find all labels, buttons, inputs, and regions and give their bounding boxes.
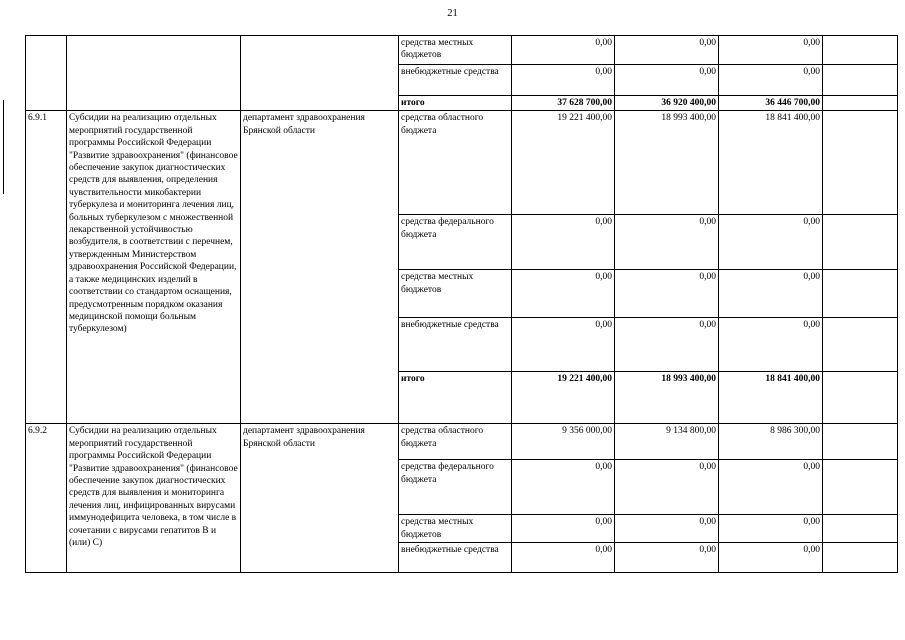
margin-rule — [3, 100, 4, 194]
cell-total: 18 993 400,00 — [615, 372, 719, 424]
cell-value: 0,00 — [512, 515, 615, 543]
cell-source: внебюджетные средства — [399, 543, 512, 573]
cell-empty — [823, 515, 898, 543]
cell-source: средства областного бюджета — [399, 111, 512, 215]
cell-empty — [823, 111, 898, 215]
cell-empty — [823, 36, 898, 65]
budget-table — [25, 35, 898, 573]
page-number: 21 — [447, 8, 458, 19]
cell-value: 0,00 — [615, 215, 719, 270]
cell-value: 18 841 400,00 — [719, 111, 823, 215]
cell-value: 0,00 — [512, 270, 615, 318]
cell-empty — [823, 372, 898, 424]
cell-executor — [241, 36, 399, 111]
cell-value: 19 221 400,00 — [512, 111, 615, 215]
cell-value: 0,00 — [719, 543, 823, 573]
cell-total-label: итого — [399, 96, 512, 111]
cell-source: средства федерального бюджета — [399, 460, 512, 515]
cell-value: 0,00 — [512, 543, 615, 573]
cell-source: средства местных бюджетов — [399, 270, 512, 318]
cell-source: средства местных бюджетов — [399, 515, 512, 543]
cell-value: 0,00 — [719, 65, 823, 96]
cell-total: 36 446 700,00 — [719, 96, 823, 111]
item-code: 6.9.2 — [26, 424, 67, 573]
cell-value: 0,00 — [719, 318, 823, 372]
cell-value: 0,00 — [615, 543, 719, 573]
cell-value: 0,00 — [719, 460, 823, 515]
cell-value: 0,00 — [512, 460, 615, 515]
cell-value: 0,00 — [615, 460, 719, 515]
cell-value: 0,00 — [719, 515, 823, 543]
cell-value: 0,00 — [615, 65, 719, 96]
cell-total: 37 628 700,00 — [512, 96, 615, 111]
cell-total: 36 920 400,00 — [615, 96, 719, 111]
cell-empty — [823, 543, 898, 573]
table-row — [26, 111, 898, 215]
item-executor: департамент здравоохранения Брянской области — [241, 111, 399, 424]
table-row — [26, 36, 898, 65]
cell-total: 18 841 400,00 — [719, 372, 823, 424]
cell-value: 0,00 — [615, 515, 719, 543]
cell-value: 0,00 — [719, 270, 823, 318]
cell-description — [67, 36, 241, 111]
cell-empty — [823, 424, 898, 460]
item-description: Субсидии на реализацию отдельных мероприятий государственной программы Российской Федерации "Развитие здравоохранения" (финансовое обеспечение закупок диагностических средств для выявления и мониторинга лечения лиц, инфицированных вирусами иммунодефицита человека, в том числе в сочетании с вирусами гепатитов В и (или) С) — [67, 424, 241, 573]
cell-total-label: итого — [399, 372, 512, 424]
cell-value: 0,00 — [719, 36, 823, 65]
cell-empty — [823, 318, 898, 372]
cell-value: 0,00 — [512, 215, 615, 270]
cell-value: 0,00 — [615, 36, 719, 65]
cell-empty — [823, 460, 898, 515]
cell-source: средства федерального бюджета — [399, 215, 512, 270]
cell-source: средства областного бюджета — [399, 424, 512, 460]
cell-value: 0,00 — [512, 36, 615, 65]
cell-value: 0,00 — [512, 65, 615, 96]
cell-value: 0,00 — [512, 318, 615, 372]
table-row — [26, 424, 898, 460]
cell-total: 19 221 400,00 — [512, 372, 615, 424]
cell-empty — [823, 215, 898, 270]
item-executor: департамент здравоохранения Брянской области — [241, 424, 399, 573]
cell-value: 9 134 800,00 — [615, 424, 719, 460]
cell-value: 9 356 000,00 — [512, 424, 615, 460]
cell-empty — [823, 270, 898, 318]
cell-value: 0,00 — [615, 270, 719, 318]
cell-source: средства местных бюджетов — [399, 36, 512, 65]
cell-value: 8 986 300,00 — [719, 424, 823, 460]
cell-source: внебюджетные средства — [399, 65, 512, 96]
cell-code — [26, 36, 67, 111]
cell-empty — [823, 65, 898, 96]
item-description: Субсидии на реализацию отдельных мероприятий государственной программы Российской Федерации "Развитие здравоохранения" (финансовое обеспечение закупок диагностических средств для выявления, определения чувствительности микобактерии туберкулеза и мониторинга лечения лиц, больных туберкулезом с множественной лекарственной устойчивостью возбудителя, в соответствии с перечнем, утвержденным Министерством здравоохранения Российской Федерации, а также медицинских изделий в соответствии со стандартом оснащения, предусмотренным порядком оказания медицинской помощи больным туберкулезом) — [67, 111, 241, 424]
cell-source: внебюджетные средства — [399, 318, 512, 372]
cell-value: 0,00 — [719, 215, 823, 270]
cell-value: 0,00 — [615, 318, 719, 372]
cell-value: 18 993 400,00 — [615, 111, 719, 215]
cell-empty — [823, 96, 898, 111]
item-code: 6.9.1 — [26, 111, 67, 424]
